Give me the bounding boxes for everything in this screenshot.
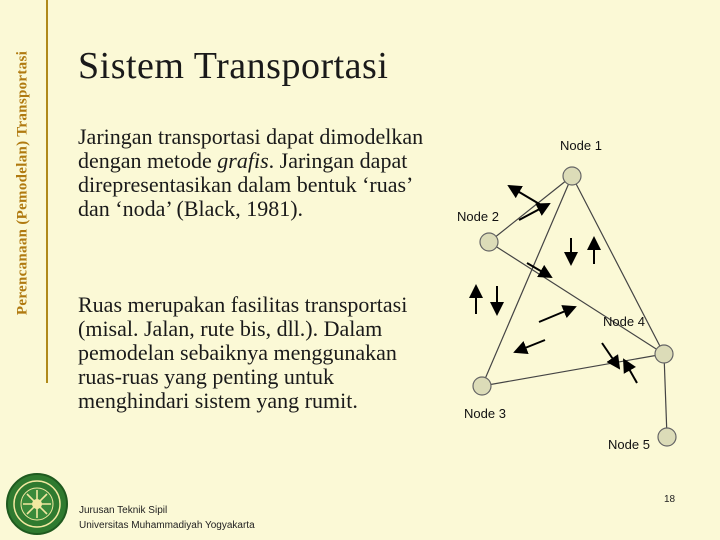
paragraph-2: Ruas merupakan fasilitas transportasi (misal. Jalan, rute bis, dll.). Dalam pemodelan sebaiknya menggunakan ruas-ruas yang penting untuk menghindari sistem yang rumit. [78,292,408,413]
node-2-label: Node 2 [457,209,499,224]
node-5-label: Node 5 [608,437,650,452]
vertical-title: Perencanaan (Pemodelan) Transportasi [14,50,31,316]
edge-node1-node2 [489,176,572,242]
footer-department: Jurusan Teknik Sipil [79,505,168,516]
node-2 [480,233,498,251]
arrow-8 [515,340,545,352]
node-4-label: Node 4 [603,314,645,329]
node-4 [655,345,673,363]
paragraph-1-text-a: Jaringan transportasi dapat dimodelkan dengan metode [78,124,424,173]
node-1 [563,167,581,185]
node-5 [658,428,676,446]
edge-node2-node4 [489,242,664,354]
paragraph-1-text-b: . Jaringan dapat direpresentasikan dalam bentuk ‘ruas’ dan ‘noda’ (Black, 1981). [78,148,412,221]
arrow-9 [539,307,575,322]
slide-title: Sistem Transportasi [78,45,389,87]
node-3 [473,377,491,395]
edge-node4-node5 [664,354,667,437]
paragraph-1-italic: grafis [217,148,269,173]
node-1-label: Node 1 [560,138,602,153]
arrow-1 [509,186,541,205]
footer-university: Universitas Muhammadiyah Yogyakarta [79,520,255,531]
node-3-label: Node 3 [464,406,506,421]
arrow-11 [624,360,637,383]
page-number: 18 [664,494,676,505]
arrow-5 [527,263,551,277]
edge-node1-node3 [482,176,572,386]
